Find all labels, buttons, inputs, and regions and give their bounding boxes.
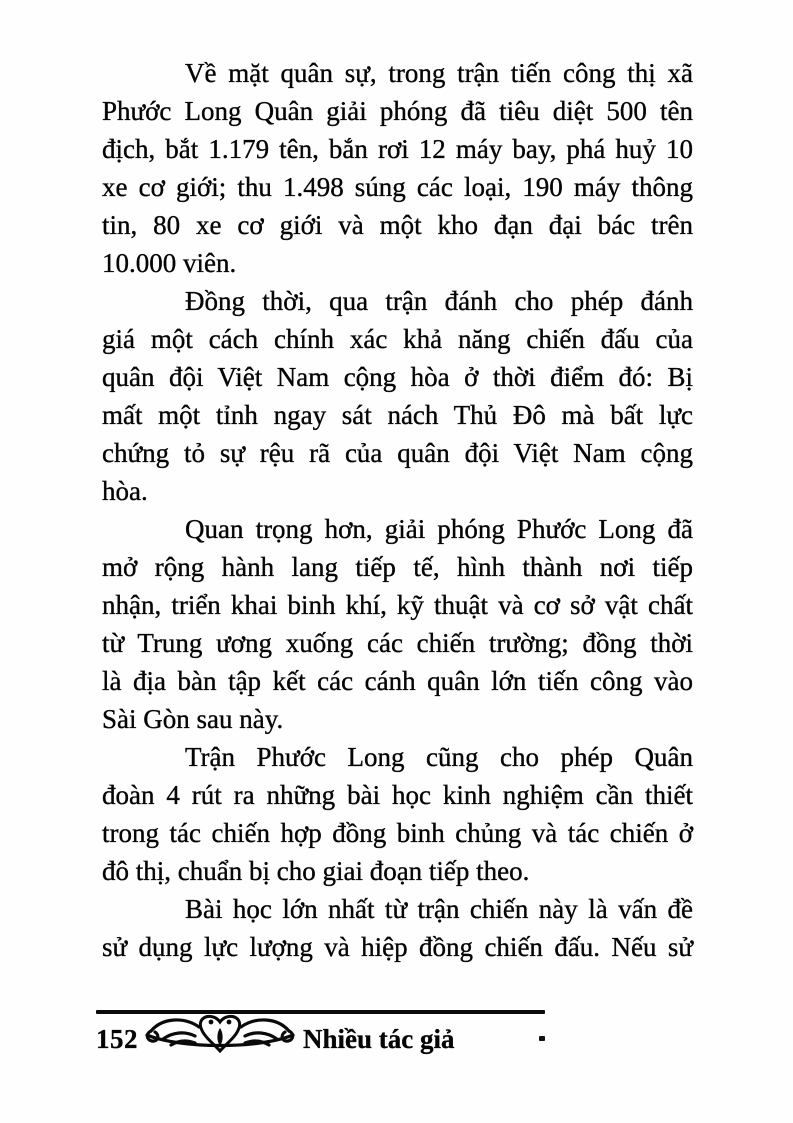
text-line: mở rộng hành lang tiếp tế, hình thành nơi tiếp [102,552,693,582]
paragraph [102,510,693,738]
page-body [102,54,693,966]
text-line: xe cơ giới; thu 1.498 súng các loại, 190 máy thông [102,172,693,202]
footer-row [96,1016,546,1062]
paragraph [102,54,693,282]
text-line: đô thị, chuẩn bị cho giai đoạn tiếp theo. [102,856,530,886]
text-line: giá một cách chính xác khả năng chiến đấu của [102,324,693,354]
text-line: tin, 80 xe cơ giới và một kho đạn đại bác trên [102,210,693,240]
text-line: sử dụng lực lượng và hiệp đồng chiến đấu. Nếu sử [102,932,693,962]
text-line: quân đội Việt Nam cộng hòa ở thời điểm đó: Bị [102,362,693,392]
ink-speck [539,1036,545,1041]
text-line: trong tác chiến hợp đồng binh chủng và tác chiến ở [102,818,693,848]
book-title: Nhiều tác giả [303,1023,455,1054]
text-line: Về mặt quân sự, trong trận tiến công thị xã [185,58,693,88]
text-line: địch, bắt 1.179 tên, bắn rơi 12 máy bay, phá huỷ 10 [102,134,693,164]
page-footer [96,1010,546,1062]
page-number: 152 [96,1023,138,1054]
text-line: đoàn 4 rút ra những bài học kinh nghiệm cần thiết [102,780,693,810]
text-line: 10.000 viên. [102,248,237,278]
text-line: hòa. [102,476,148,506]
text-line: Trận Phước Long cũng cho phép Quân [185,742,693,772]
text-line: Quan trọng hơn, giải phóng Phước Long đã [185,514,693,544]
paragraph [102,890,693,966]
text-line: Đồng thời, qua trận đánh cho phép đánh [185,286,693,316]
text-line: chứng tỏ sự rệu rã của quân đội Việt Nam cộng [102,438,693,468]
paragraph [102,738,693,890]
paragraph [102,282,693,510]
text-line: nhận, triển khai binh khí, kỹ thuật và cơ sở vật chất [102,590,693,620]
text-line: Bài học lớn nhất từ trận chiến này là vấn đề [185,894,693,924]
text-line: Sài Gòn sau này. [102,704,284,734]
text-line: Phước Long Quân giải phóng đã tiêu diệt 500 tên [102,96,693,126]
text-line: mất một tỉnh ngay sát nách Thủ Đô mà bất lực [102,400,693,430]
floral-flourish-icon [139,1009,301,1059]
text-line: là địa bàn tập kết các cánh quân lớn tiến công vào [102,666,693,696]
text-line: từ Trung ương xuống các chiến trường; đồng thời [102,628,693,658]
